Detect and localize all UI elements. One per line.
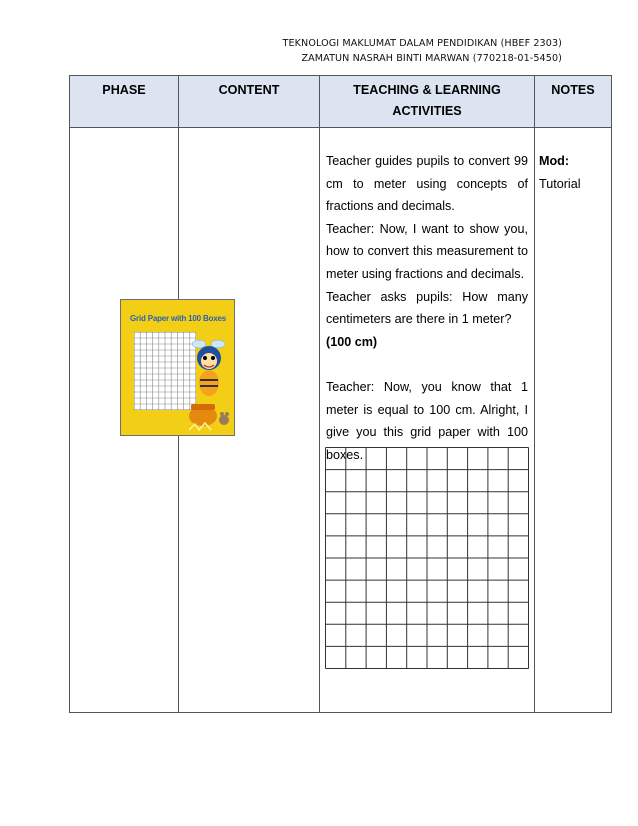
column-header-phase: PHASE	[70, 76, 179, 128]
notes-cell	[535, 128, 612, 713]
notes-mod-value: Tutorial	[539, 176, 581, 191]
grid-paper-picture	[120, 299, 235, 436]
column-header-activities: TEACHING & LEARNING ACTIVITIES	[320, 76, 535, 128]
header-course-title: TEKNOLOGI MAKLUMAT DALAM PENDIDIKAN (HBEF 2303)	[282, 38, 562, 49]
notes-mod-label: Mod:	[539, 154, 570, 168]
activity-paragraph-2: Teacher: Now, I want to show you, how to convert this measurement to meter using fractions and decimals.	[326, 221, 528, 281]
column-header-content: CONTENT	[179, 76, 320, 128]
hundred-box-grid	[325, 447, 530, 670]
header-student-name: ZAMATUN NASRAH BINTI MARWAN (770218-01-5450)	[301, 53, 562, 64]
activity-answer: (100 cm)	[326, 334, 378, 349]
picture-mini-grid	[134, 332, 196, 410]
picture-title: Grid Paper with 100 Boxes	[130, 314, 226, 323]
paragraph-spacer	[326, 353, 528, 376]
activity-paragraph-4: Teacher: Now, you know that 1 meter is equal to 100 cm. Alright, I give you this grid paper with 100 boxes.	[326, 379, 528, 462]
table-header-row	[70, 76, 612, 128]
activity-paragraph-3: Teacher asks pupils: How many centimeters are there in 1 meter?	[326, 289, 528, 327]
activity-paragraph-1: Teacher guides pupils to convert 99 cm to meter using concepts of fractions and decimals.	[326, 154, 528, 214]
column-header-notes: NOTES	[535, 76, 612, 128]
bee-cartoon-icon	[189, 338, 234, 433]
